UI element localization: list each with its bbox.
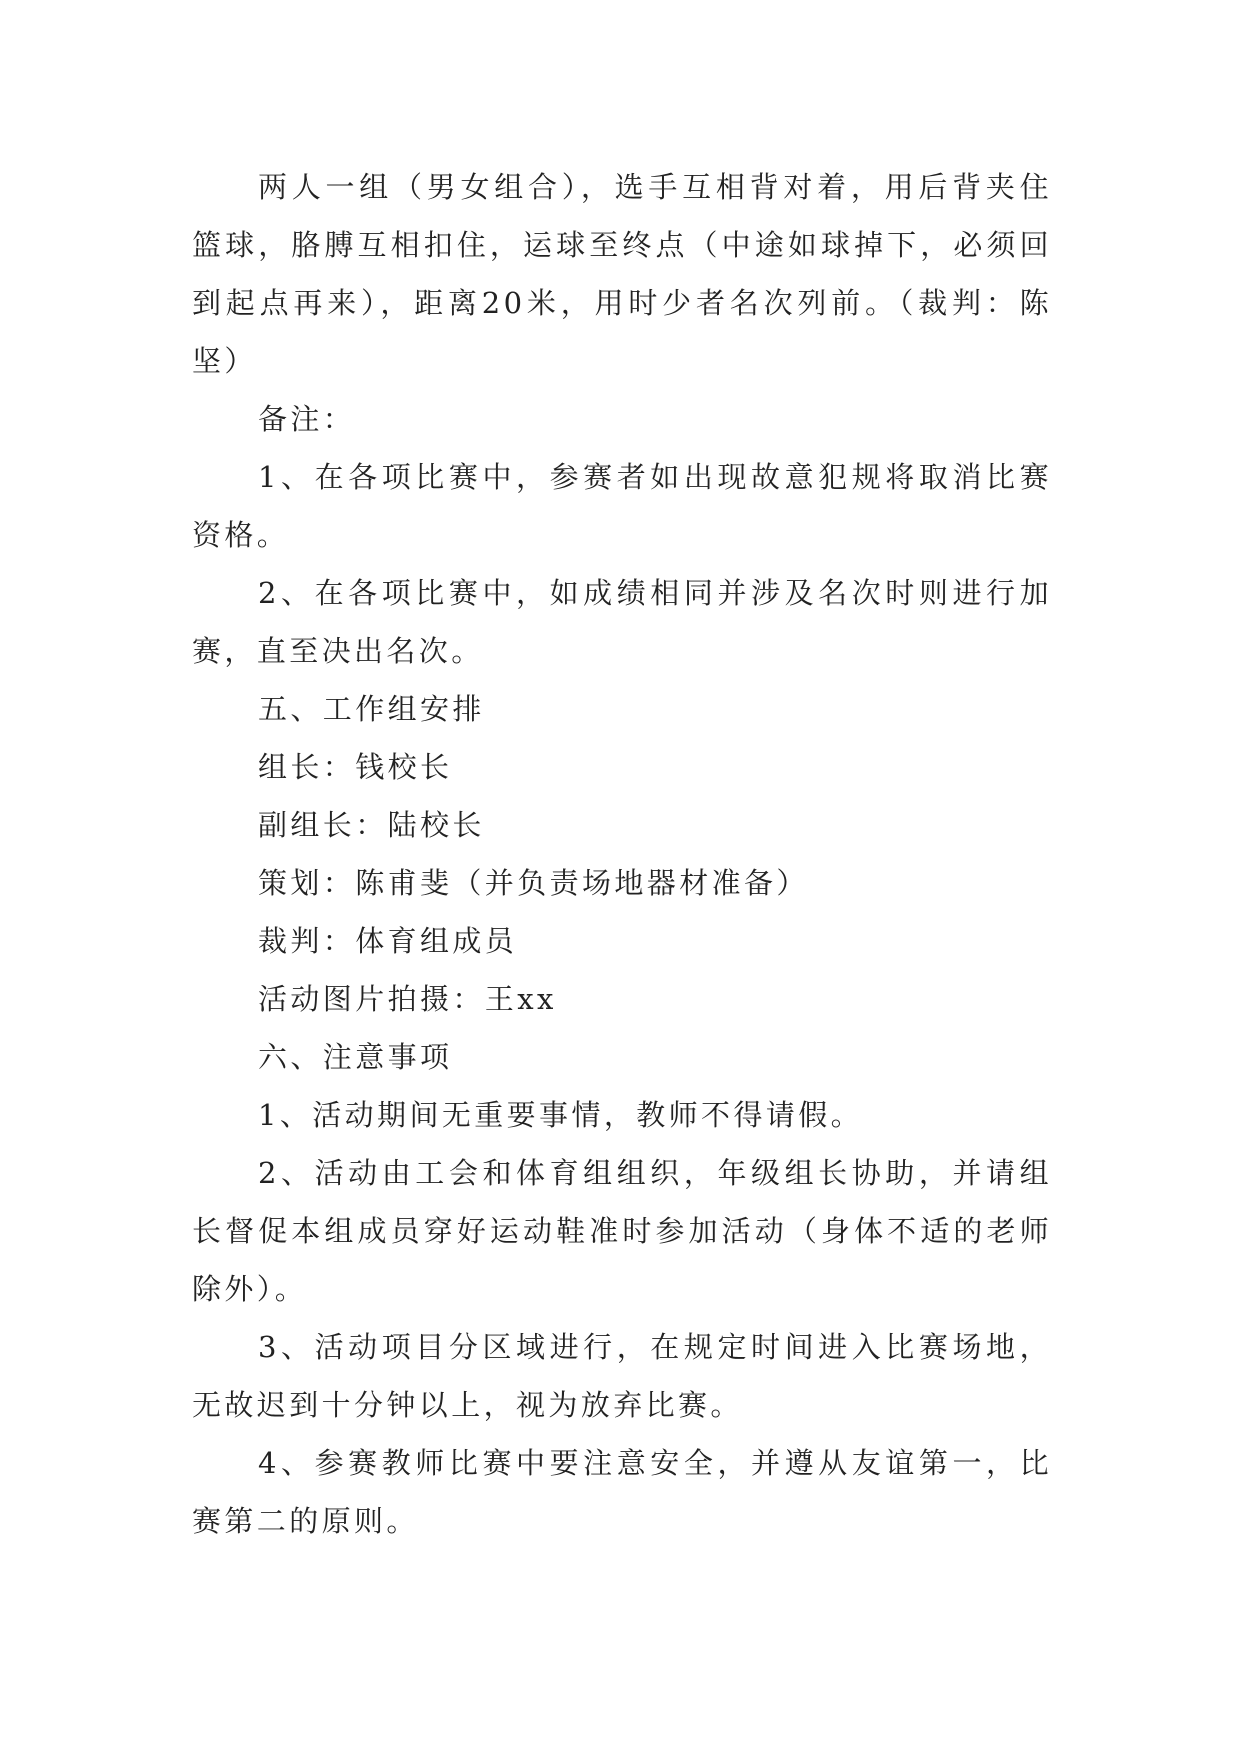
staff-item: 策划：陈甫斐（并负责场地器材准备）	[258, 866, 809, 900]
remark-item: 1、在各项比赛中，参赛者如出现故意犯规将取消比赛资格。	[192, 460, 1052, 552]
notice-item: 4、参赛教师比赛中要注意安全，并遵从友谊第一，比赛第二的原则。	[192, 1446, 1052, 1538]
rule-paragraph: 两人一组（男女组合），选手互相背对着，用后背夹住篮球，胳膊互相扣住，运球至终点（中途如球掉下，必须回到起点再来），距离20米，用时少者名次列前。（裁判：陈坚）	[192, 170, 1052, 378]
staff-item: 副组长：陆校长	[258, 808, 485, 842]
document-body	[192, 158, 1052, 1550]
remark-item: 2、在各项比赛中，如成绩相同并涉及名次时则进行加赛，直至决出名次。	[192, 576, 1052, 668]
notice-item: 3、活动项目分区域进行，在规定时间进入比赛场地，无故迟到十分钟以上，视为放弃比赛。	[192, 1330, 1052, 1422]
section-heading: 五、工作组安排	[258, 692, 485, 726]
remarks-heading: 备注：	[258, 402, 356, 436]
staff-item: 裁判：体育组成员	[258, 924, 518, 958]
notice-item: 1、活动期间无重要事情，教师不得请假。	[258, 1098, 864, 1132]
notice-item: 2、活动由工会和体育组组织，年级组长协助，并请组长督促本组成员穿好运动鞋准时参加活动（身体不适的老师除外）。	[192, 1156, 1052, 1306]
staff-item: 活动图片拍摄：王xx	[258, 982, 557, 1016]
section-heading: 六、注意事项	[258, 1040, 453, 1074]
staff-item: 组长：钱校长	[258, 750, 453, 784]
